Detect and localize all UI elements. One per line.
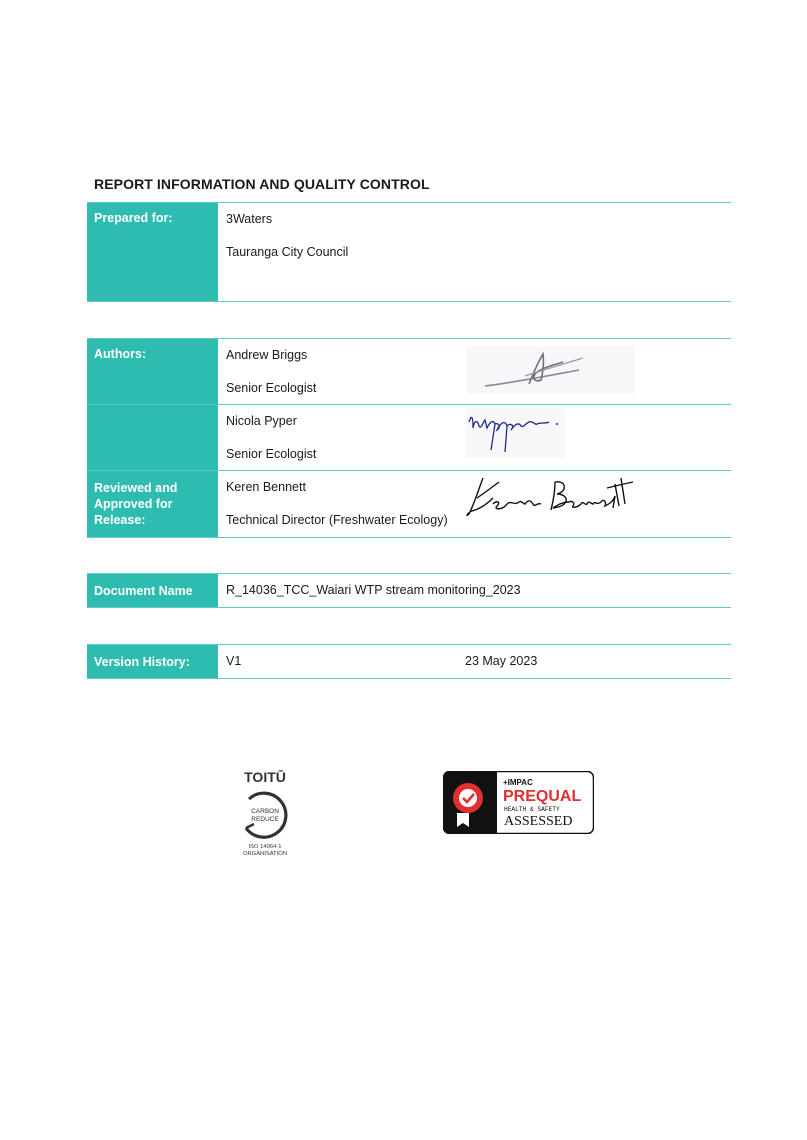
review-label: Reviewed and Approved for Release: — [87, 471, 218, 537]
prequal-title: PREQUAL — [503, 788, 582, 805]
prepared-for-label: Prepared for: — [87, 203, 218, 301]
authors-table — [87, 338, 731, 538]
assessed-text: ASSESSED — [504, 814, 573, 829]
version-date: 23 May 2023 — [465, 654, 538, 668]
prepared-for-table — [87, 202, 731, 302]
toitu-ring-line2: REDUCE — [251, 816, 279, 823]
table-rule — [87, 537, 731, 538]
document-name-table — [87, 573, 731, 608]
table-rule — [87, 404, 731, 405]
health-safety-text: HEALTH & SAFETY — [504, 806, 560, 813]
signature-andrew-briggs — [467, 346, 635, 394]
toitu-title: TOITŪ — [244, 769, 286, 785]
toitu-carbon-reduce-logo — [232, 766, 298, 858]
signature-text: Keren Bennett — [463, 474, 470, 475]
author2-name: Nicola Pyper — [226, 414, 297, 428]
client-name: 3Waters — [226, 212, 273, 226]
author1-name: Andrew Briggs — [226, 348, 308, 362]
table-rule — [87, 678, 731, 679]
signature-keren-bennett — [463, 474, 653, 520]
impac-brand: +IMPAC — [503, 778, 533, 787]
toitu-organisation-text: ORGANISATION — [242, 851, 288, 857]
reviewer-role: Technical Director (Freshwater Ecology) — [226, 513, 448, 527]
document-name-label: Document Name — [87, 574, 218, 607]
toitu-iso-text: ISO 14064-1 — [248, 844, 282, 850]
impac-prequal-logo — [443, 771, 594, 834]
version-history-label: Version History: — [87, 645, 218, 678]
signature-nicola-pyper — [465, 408, 565, 458]
document-name-value: R_14036_TCC_Waiari WTP stream monitoring_2023 — [226, 583, 521, 597]
author2-role: Senior Ecologist — [226, 447, 317, 461]
toitu-ring-line1: CARBON — [251, 808, 279, 815]
version-history-table — [87, 644, 731, 679]
reviewer-name: Keren Bennett — [226, 480, 306, 494]
impac-logo-graphic — [443, 771, 594, 834]
author1-role: Senior Ecologist — [226, 381, 317, 395]
page-title: REPORT INFORMATION AND QUALITY CONTROL — [94, 176, 430, 192]
table-rule — [87, 607, 731, 608]
authors-label: Authors: — [87, 339, 218, 471]
version-number: V1 — [226, 654, 242, 668]
client-organisation: Tauranga City Council — [226, 245, 349, 259]
table-rule — [87, 301, 731, 302]
toitu-logo-graphic — [232, 766, 298, 858]
